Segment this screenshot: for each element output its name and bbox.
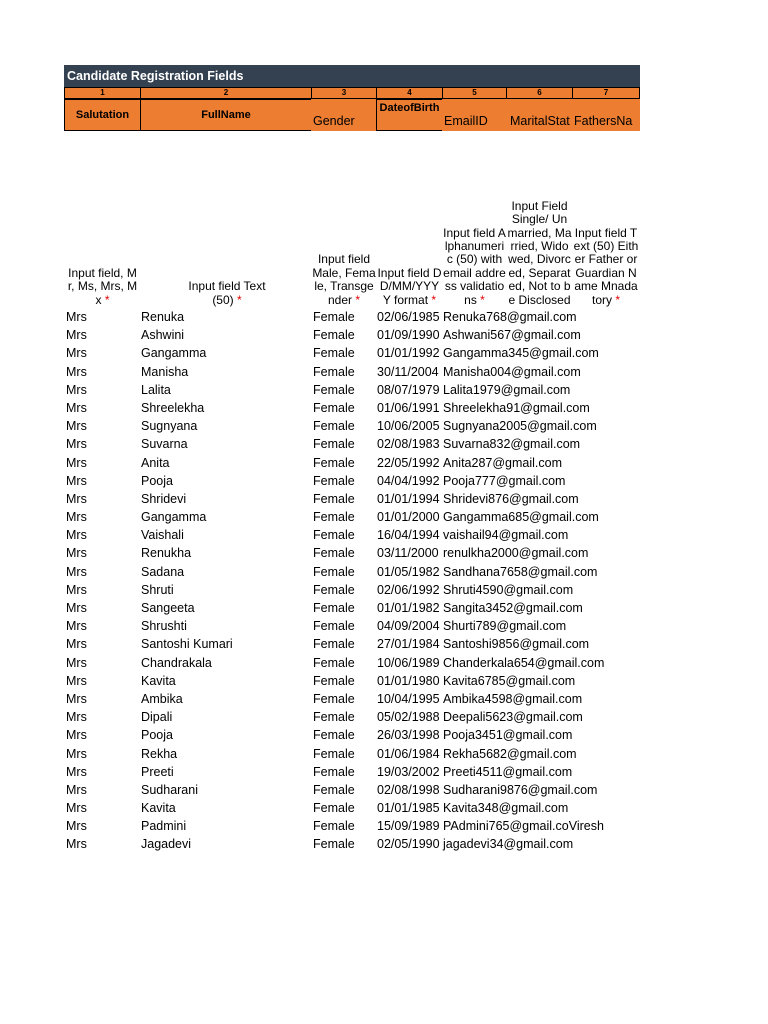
dob-cell: 01/01/1985: [377, 801, 440, 816]
salutation-cell: Mrs: [66, 655, 87, 670]
gender-cell: Female: [313, 655, 355, 670]
email-cell: Sangita3452@gmail.com: [443, 601, 583, 615]
table-row: [64, 617, 640, 635]
gender-cell: Female: [313, 801, 355, 816]
gender-cell: Female: [313, 364, 355, 379]
fullname-cell: Ambika: [141, 691, 183, 706]
fullname-cell: Dipali: [141, 710, 173, 725]
email-cell: Pooja777@gmail.com: [443, 473, 566, 488]
gender-cell: Female: [313, 400, 355, 415]
fullname-cell: Chandrakala: [141, 655, 212, 670]
table-row: [64, 708, 640, 726]
description-email: [443, 165, 506, 307]
dob-cell: 10/06/1989: [377, 655, 440, 670]
salutation-cell: Mrs: [66, 473, 87, 488]
gender-cell: Female: [313, 346, 355, 361]
dob-cell: 01/01/1994: [377, 491, 440, 506]
table-row: [64, 435, 640, 453]
table-row: [64, 817, 640, 835]
dob-cell: 02/06/1985: [377, 310, 440, 324]
gender-cell: Female: [313, 673, 355, 688]
header-fathers-name: FathersNa: [572, 99, 640, 131]
dob-cell: 02/05/1990: [377, 837, 440, 852]
email-cell: Sandhana7658@gmail.com: [443, 564, 598, 579]
salutation-cell: Mrs: [66, 801, 87, 816]
dob-cell: 01/06/1984: [377, 746, 440, 761]
salutation-cell: Mrs: [66, 746, 87, 761]
salutation-cell: Mrs: [66, 691, 87, 706]
fullname-cell: Vaishali: [141, 528, 184, 543]
salutation-cell: Mrs: [66, 637, 87, 652]
fullname-cell: Suvarna: [141, 437, 188, 452]
fullname-cell: Jagadevi: [141, 837, 192, 852]
description-text: Input field, Mr, Ms, Mrs, Mx: [67, 265, 138, 307]
dob-cell: 02/06/1992: [377, 582, 440, 597]
table-row: [64, 544, 640, 562]
fullname-cell: Preeti: [141, 764, 174, 779]
dob-cell: 01/01/1982: [377, 601, 440, 615]
table-row: [64, 781, 640, 799]
table-row: [64, 745, 640, 763]
table-row: [64, 763, 640, 781]
fullname-cell: Sangeeta: [141, 601, 195, 615]
salutation-cell: Mrs: [66, 582, 87, 597]
email-cell: Kavita6785@gmail.com: [443, 673, 576, 688]
column-number-5: 5: [442, 87, 507, 99]
fullname-cell: Pooja: [141, 728, 173, 743]
email-cell: Rekha5682@gmail.com: [443, 746, 577, 761]
gender-cell: Female: [313, 582, 355, 597]
salutation-cell: Mrs: [66, 491, 87, 506]
gender-cell: Female: [313, 819, 355, 834]
gender-cell: Female: [313, 510, 355, 525]
dob-cell: 02/08/1983: [377, 437, 440, 452]
table-row: [64, 563, 640, 581]
salutation-cell: Mrs: [66, 455, 87, 470]
salutation-cell: Mrs: [66, 364, 87, 379]
email-cell: Deepali5623@gmail.com: [443, 710, 583, 725]
fullname-cell: Sadana: [141, 564, 185, 579]
email-cell: Chanderkala654@gmail.com: [443, 655, 605, 670]
dob-cell: 04/04/1992: [377, 473, 440, 488]
table-row: [64, 399, 640, 417]
dob-cell: 08/07/1979: [377, 382, 440, 397]
table-row: [64, 344, 640, 362]
description-text: Input field Alphanumeric (50) with email address validations: [443, 225, 506, 307]
gender-cell: Female: [313, 601, 355, 615]
sheet-title: Candidate Registration Fields: [64, 65, 640, 87]
email-cell: renulkha2000@gmail.com: [443, 546, 589, 561]
description-salutation: [66, 165, 139, 307]
salutation-cell: Mrs: [66, 673, 87, 688]
dob-cell: 15/09/1989: [377, 819, 440, 834]
fullname-cell: Gangamma: [141, 346, 207, 361]
email-cell: Sugnyana2005@gmail.com: [443, 419, 597, 434]
description-gender: [312, 165, 376, 307]
table-row: [64, 835, 640, 853]
salutation-cell: Mrs: [66, 400, 87, 415]
gender-cell: Female: [313, 782, 355, 797]
salutation-cell: Mrs: [66, 619, 87, 634]
description-text: Input field Male, Female, Transgender: [312, 252, 376, 307]
header-salutation: Salutation: [64, 99, 141, 131]
salutation-cell: Mrs: [66, 546, 87, 561]
email-cell: Santoshi9856@gmail.com: [443, 637, 590, 652]
description-text: Input field Text (50) Either Father or Guardian Name Mnadatory: [573, 225, 639, 307]
dob-cell: 01/06/1991: [377, 400, 440, 415]
email-cell: Shridevi876@gmail.com: [443, 491, 579, 506]
table-row: [64, 454, 640, 472]
dob-cell: 05/02/1988: [377, 710, 440, 725]
required-marker: *: [237, 292, 242, 307]
gender-cell: Female: [313, 491, 355, 506]
dob-cell: 04/09/2004: [377, 619, 440, 634]
email-cell: Shreelekha91@gmail.com: [443, 400, 590, 415]
gender-cell: Female: [313, 437, 355, 452]
gender-cell: Female: [313, 619, 355, 634]
fullname-cell: Rekha: [141, 746, 178, 761]
required-marker: *: [104, 292, 110, 307]
header-marital-status: MaritalStat: [506, 99, 573, 131]
salutation-cell: Mrs: [66, 528, 87, 543]
table-row: [64, 417, 640, 435]
gender-cell: Female: [313, 637, 355, 652]
email-cell: Ashwani567@gmail.com: [443, 328, 581, 343]
email-cell: Kavita348@gmail.com: [443, 801, 569, 816]
gender-cell: Female: [313, 764, 355, 779]
column-number-7: 7: [572, 87, 640, 99]
table-row: [64, 581, 640, 599]
column-number-1: 1: [64, 87, 141, 99]
fullname-cell: Shreelekha: [141, 400, 205, 415]
column-number-4: 4: [376, 87, 443, 99]
description-fathers-name: [573, 165, 639, 307]
salutation-cell: Mrs: [66, 782, 87, 797]
gender-cell: Female: [313, 546, 355, 561]
email-cell: vaishail94@gmail.com: [443, 528, 569, 543]
data-rows: [64, 308, 640, 854]
dob-cell: 19/03/2002: [377, 764, 440, 779]
table-row: [64, 672, 640, 690]
table-row: [64, 726, 640, 744]
fullname-cell: Kavita: [141, 801, 176, 816]
table-row: [64, 490, 640, 508]
description-fullname: [182, 165, 272, 307]
dob-cell: 03/11/2000: [377, 546, 439, 561]
fullname-cell: Sudharani: [141, 782, 198, 797]
dob-cell: 10/06/2005: [377, 419, 440, 434]
fullname-cell: Anita: [141, 455, 170, 470]
gender-cell: Female: [313, 528, 355, 543]
email-cell: PAdmini765@gmail.coViresh: [443, 819, 604, 834]
table-row: [64, 381, 640, 399]
table-row: [64, 326, 640, 344]
salutation-cell: Mrs: [66, 310, 87, 324]
dob-cell: 10/04/1995: [377, 691, 440, 706]
email-cell: Sudharani9876@gmail.com: [443, 782, 598, 797]
fullname-cell: Sugnyana: [141, 419, 198, 434]
required-marker: *: [355, 292, 361, 307]
table-row: [64, 526, 640, 544]
email-cell: Gangamma345@gmail.com: [443, 346, 599, 361]
gender-cell: Female: [313, 746, 355, 761]
salutation-cell: Mrs: [66, 710, 87, 725]
salutation-cell: Mrs: [66, 419, 87, 434]
salutation-cell: Mrs: [66, 764, 87, 779]
fullname-cell: Gangamma: [141, 510, 207, 525]
fullname-cell: Ashwini: [141, 328, 185, 343]
salutation-cell: Mrs: [66, 837, 87, 852]
fullname-cell: Renukha: [141, 546, 192, 561]
email-cell: Lalita1979@gmail.com: [443, 382, 571, 397]
dob-cell: 26/03/1998: [377, 728, 440, 743]
column-number-2: 2: [140, 87, 312, 99]
table-row: [64, 799, 640, 817]
salutation-cell: Mrs: [66, 819, 87, 834]
email-cell: jagadevi34@gmail.com: [443, 837, 574, 852]
gender-cell: Female: [313, 419, 355, 434]
gender-cell: Female: [313, 455, 355, 470]
gender-cell: Female: [313, 382, 355, 397]
table-row: [64, 635, 640, 653]
salutation-cell: Mrs: [66, 510, 87, 525]
description-dob: [377, 165, 442, 307]
header-dob: DateofBirth: [376, 99, 443, 131]
gender-cell: Female: [313, 691, 355, 706]
description-marital-status: [507, 165, 572, 307]
email-cell: Gangamma685@gmail.com: [443, 510, 599, 525]
column-number-6: 6: [506, 87, 573, 99]
fullname-cell: Pooja: [141, 473, 173, 488]
gender-cell: Female: [313, 564, 355, 579]
dob-cell: 30/11/2004: [377, 364, 439, 379]
dob-cell: 01/05/1982: [377, 564, 440, 579]
email-cell: Manisha004@gmail.com: [443, 364, 581, 379]
gender-cell: Female: [313, 728, 355, 743]
salutation-cell: Mrs: [66, 382, 87, 397]
email-cell: Ambika4598@gmail.com: [443, 691, 583, 706]
dob-cell: 22/05/1992: [377, 455, 440, 470]
gender-cell: Female: [313, 710, 355, 725]
fullname-cell: Santoshi Kumari: [141, 637, 233, 652]
description-text: Input field Text (50): [188, 279, 266, 307]
table-row: [64, 599, 640, 617]
salutation-cell: Mrs: [66, 437, 87, 452]
dob-cell: 16/04/1994: [377, 528, 440, 543]
column-number-3: 3: [311, 87, 377, 99]
fullname-cell: Shridevi: [141, 491, 187, 506]
gender-cell: Female: [313, 310, 355, 324]
email-cell: Shurti789@gmail.com: [443, 619, 567, 634]
fullname-cell: Padmini: [141, 819, 187, 834]
fullname-cell: Lalita: [141, 382, 171, 397]
fullname-cell: Shruti: [141, 582, 174, 597]
description-text: Input Field Single/ Unmarried, Married, Widowed, Divorced, Separated, Not to be Disclosed: [507, 198, 572, 307]
salutation-cell: Mrs: [66, 328, 87, 343]
fullname-cell: Manisha: [141, 364, 189, 379]
fullname-cell: Kavita: [141, 673, 176, 688]
dob-cell: 01/01/1992: [377, 346, 440, 361]
required-marker: *: [615, 292, 621, 307]
salutation-cell: Mrs: [66, 346, 87, 361]
gender-cell: Female: [313, 328, 355, 343]
email-cell: Suvarna832@gmail.com: [443, 437, 581, 452]
table-row: [64, 363, 640, 381]
header-fullname: FullName: [140, 99, 312, 131]
required-marker: *: [480, 292, 485, 307]
header-email: EmailID: [442, 99, 507, 131]
salutation-cell: Mrs: [66, 728, 87, 743]
required-marker: *: [431, 292, 437, 307]
table-row: [64, 654, 640, 672]
table-row: [64, 690, 640, 708]
dob-cell: 01/01/2000: [377, 510, 440, 525]
email-cell: Anita287@gmail.com: [443, 455, 562, 470]
table-row: [64, 508, 640, 526]
email-cell: Shruti4590@gmail.com: [443, 582, 574, 597]
description-text: Input field DD/MM/YYYY format: [377, 265, 442, 307]
salutation-cell: Mrs: [66, 564, 87, 579]
dob-cell: 01/01/1980: [377, 673, 440, 688]
email-cell: Preeti4511@gmail.com: [443, 764, 573, 779]
dob-cell: 01/09/1990: [377, 328, 440, 343]
fullname-cell: Renuka: [141, 310, 185, 324]
header-gender: Gender: [311, 99, 377, 131]
salutation-cell: Mrs: [66, 601, 87, 615]
dob-cell: 02/08/1998: [377, 782, 440, 797]
email-cell: Renuka768@gmail.com: [443, 310, 577, 324]
dob-cell: 27/01/1984: [377, 637, 440, 652]
table-row: [64, 308, 640, 326]
gender-cell: Female: [313, 837, 355, 852]
table-row: [64, 472, 640, 490]
email-cell: Pooja3451@gmail.com: [443, 728, 573, 743]
fullname-cell: Shrushti: [141, 619, 187, 634]
gender-cell: Female: [313, 473, 355, 488]
